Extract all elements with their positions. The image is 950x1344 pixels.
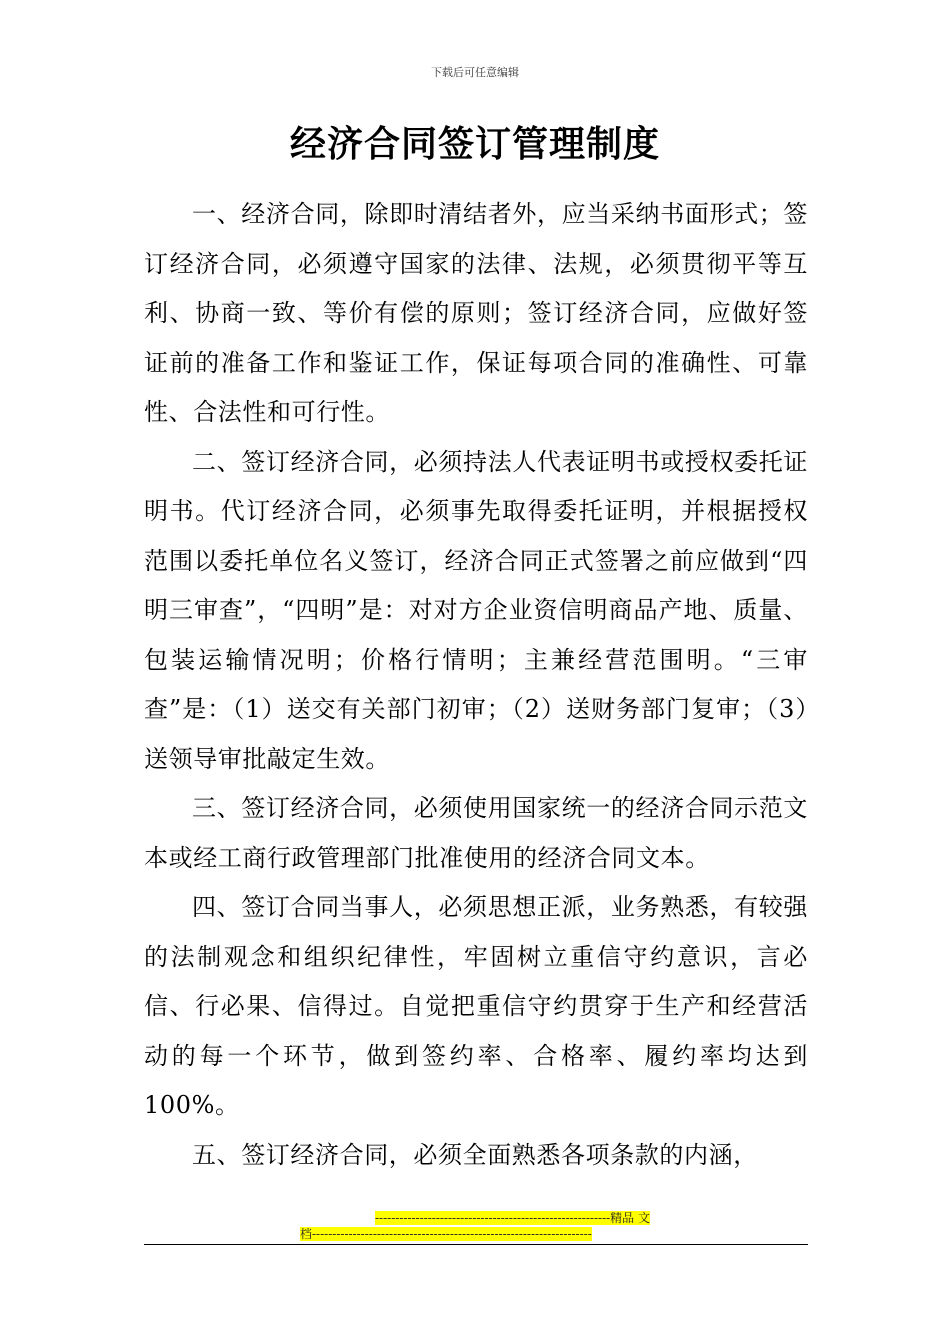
footer-line-1 bbox=[300, 1210, 650, 1226]
footer-line-2 bbox=[300, 1226, 650, 1242]
footer-watermark bbox=[300, 1210, 650, 1242]
paragraph-5: 五、签订经济合同，必须全面熟悉各项条款的内涵， bbox=[192, 1140, 758, 1169]
paragraph-3: 三、签订经济合同，必须使用国家统一的经济合同示范文本或经工商行政管理部门批准使用的经济合同文本。 bbox=[144, 794, 808, 872]
paragraph-2: 二、签订经济合同，必须持法人代表证明书或授权委托证明书。代订经济合同，必须事先取得委托证明，并根据授权范围以委托单位名义签订，经济合同正式签署之前应做到“四明三审查”，“四明”是：对对方企业资信明商品产地、质量、包装运输情况明；价格行情明；主兼经营范围明。“三审查”是：（1）送交有关部门初审；（2）送财务部门复审；（3）送领导审批敲定生效。 bbox=[144, 447, 808, 773]
paragraph-4: 四、签订合同当事人，必须思想正派，业务熟悉，有较强的法制观念和组织纪律性，牢固树立重信守约意识，言必信、行必果、信得过。自觉把重信守约贯穿于生产和经营活动的每一个环节，做到签约率、合格率、履约率均达到100%。 bbox=[144, 893, 808, 1119]
footer-highlight-2: 档--------------------------------------------------------------------- bbox=[300, 1227, 592, 1241]
document-body bbox=[144, 190, 808, 1180]
header-note: 下载后可任意编辑 bbox=[431, 66, 519, 79]
footer-divider bbox=[144, 1244, 808, 1245]
footer-highlight-1: ----------------------------------------------------------精品 文 bbox=[375, 1211, 650, 1225]
paragraph-1: 一、经济合同，除即时清结者外，应当采纳书面形式；签订经济合同，必须遵守国家的法律、法规，必须贯彻平等互利、协商一致、等价有偿的原则；签订经济合同，应做好签证前的准备工作和鉴证工作，保证每项合同的准确性、可靠性、合法性和可行性。 bbox=[144, 200, 808, 426]
page-title: 经济合同签订管理制度 bbox=[289, 124, 660, 165]
